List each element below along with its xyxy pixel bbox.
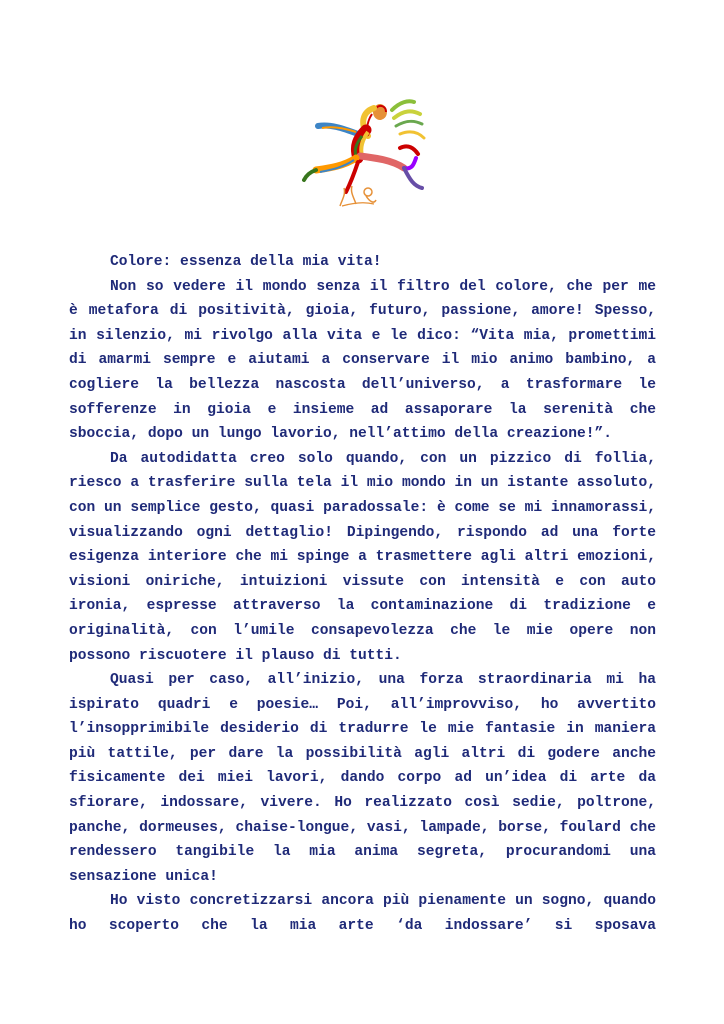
dancing-figure-icon [296,88,432,220]
paragraph-continued: Ho visto concretizzarsi ancora più pienamente un sogno, quando ho scoperto che la mia arte ‘da indossare’ si sposava [69,893,656,935]
paragraph: Da autodidatta creo solo quando, con un pizzico di follia, riesco a trasferire sulla tela il mio mondo in un istante assoluto, con un semplice gesto, quasi paradossale: è come se mi innamorassi, visualizzando ogni dettaglio! Dipingendo, rispondo ad una forte esigenza interiore che mi spinge a trasmettere agli altri emozioni, visioni oniriche, intuizioni vissute con intensità e con auto ironia, espresse attraverso la contaminazione di tradizione e originalità, con l’umile consapevolezza che le mie opere non possono riscuotere il plauso di tutti. [69,450,656,664]
colorful-dancing-figure-logo [296,88,432,220]
paragraph-title: Colore: essenza della mia vita! [110,254,382,270]
paragraph: Quasi per caso, all’inizio, una forza straordinaria mi ha ispirato quadri e poesie… Poi, all’improvviso, ho avvertito l’insopprimibile desiderio di tradurre le mie fantasie in maniera più tattile, per dare la possibilità agli altri di godere anche fisicamente dei miei lavori, dando corpo ad un’idea di arte da sfiorare, indossare, vivere. Ho realizzato così sedie, poltrone, panche, dormeuses, chaise-longue, vasi, lampade, borse, foulard che rendessero tangibile la mia anima segreta, procurandomi una sensazione unica! [69,672,656,885]
paragraph: Non so vedere il mondo senza il filtro del colore, che per me è metafora di positività, gioia, futuro, passione, amore! Spesso, in silenzio, mi rivolgo alla vita e le dico: “Vita mia, promettimi di amarmi sempre e aiutami a conservare il mio animo bambino, a cogliere la bellezza nascosta dell’universo, a trasformare le sofferenze in gioia e insieme ad assaporare la serenità che sboccia, dopo un lungo lavorio, nell’attimo della creazione!”. [69,278,656,443]
document-body [69,250,656,939]
